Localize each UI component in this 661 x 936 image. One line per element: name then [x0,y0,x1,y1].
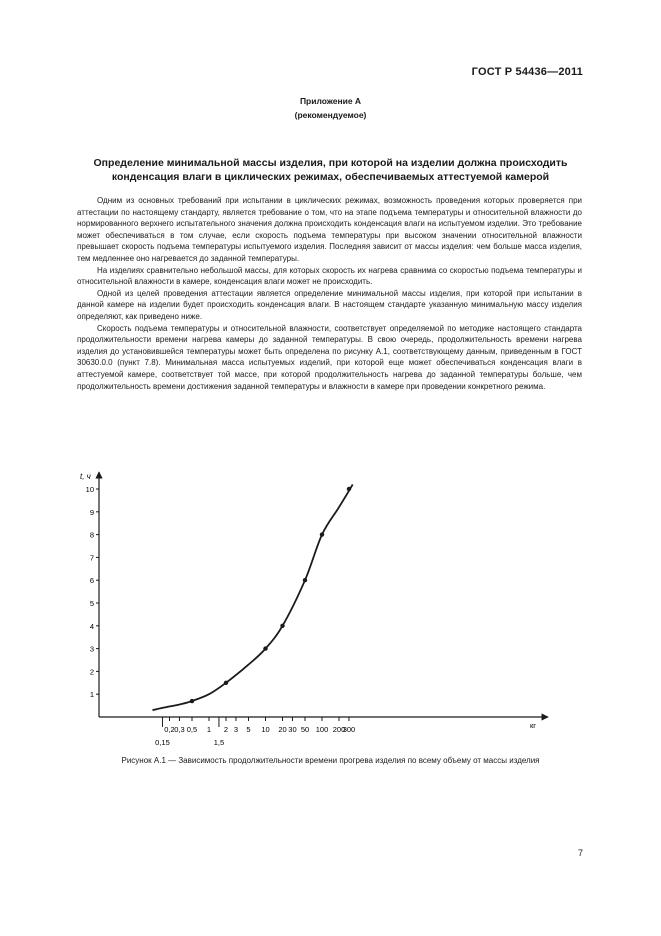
y-tick-label: 7 [89,553,94,563]
annex-label: Приложение А [299,96,362,106]
x-tick-label: 30 [288,725,297,734]
annex-status: (рекомендуемое) [294,110,367,120]
data-point [190,699,194,703]
body-text [77,195,582,392]
x-tick-label: 0,2 [164,725,175,734]
x-tick-label: 5 [246,725,251,734]
y-tick-label: 5 [89,599,94,608]
paragraph: Скорость подъема температуры и относительной влажности, соответствует определяемой по методике настоящего стандарта продолжительности времени нагрева камеры до заданной температуры. В свою очередь, продолжительность времени нагрева изделия до установившейся температуры может быть определена по рисунку А.1, соответствующему данным, приведенным в ГОСТ 30630.0.0 (пункт 7.8). Минимальная масса испытуемых изделий, при которой еще может обеспечиваться конденсация влаги в аттестуемой камере, соответствует той массе, при которой продолжительность нагрева до заданной температуры больше, чем продолжительность времени достижения заданной температуры и влажности в камере при проведении конкретного режима. [77,323,582,391]
y-tick-label: 8 [89,530,94,540]
series-line [153,484,353,710]
x-tick-label: 3 [233,725,239,734]
x-axis-label: кг [530,721,537,730]
x-tick-label: 0,3 [174,725,185,734]
paragraph: На изделиях сравнительно небольшой массы, для которых скорость их нагрева сравнима со скоростью подъема температуры и относительной влажности в камере, конденсация влаги может не происходить. [77,265,582,287]
heating-time-chart [0,430,661,755]
y-tick-label: 6 [89,576,94,586]
title-line-1: Определение минимальной массы изделия, при которой на изделии должна происходить [93,157,568,169]
x-tick-label: 50 [300,725,310,734]
y-tick-label: 1 [89,690,94,700]
y-axis-label: t, ч [80,472,91,481]
annex-title [40,156,621,184]
data-point [303,578,307,582]
x-tick-label: 300 [342,725,356,734]
x-tick-label: 1,5 [213,738,225,747]
standard-designation: ГОСТ Р 54436—2011 [471,66,583,78]
data-point [224,681,228,685]
y-tick-label: 2 [89,667,94,677]
y-tick-label: 10 [85,485,94,494]
page-number: 7 [577,848,583,858]
figure-caption: Рисунок А.1 — Зависимость продолжительности времени прогрева изделия по всему объему от массы изделия [121,756,540,765]
x-tick-label: 200 [332,725,346,734]
x-tick-label: 2 [223,725,229,734]
paragraph: Одним из основных требований при испытании в циклических режимах, возможность проведения которых проверяется при аттестации по настоящему стандарту, является требование о том, что на этапе подъема температуры и относительной влажности до нормированного верхнего испытательного значения должна происходить конденсация влаги на испытуемом изделии. Это требование может обеспечиваться в том случае, если скорость подъема температуры при высоком значении относительной влажности превышает скорость подъема температуры испытуемого изделия. Последняя зависит от массы изделия: чем больше масса изделия, тем медленнее оно нагревается до заданной температуры. [77,196,582,263]
annex-heading [0,94,661,122]
x-tick-label: 0,15 [155,738,170,747]
x-tick-label: 1 [206,725,212,734]
x-tick-label: 20 [278,725,287,734]
y-tick-label: 9 [89,507,94,517]
data-point [347,487,351,491]
y-tick-label: 4 [89,621,94,631]
data-point [280,624,284,628]
x-tick-label: 100 [315,725,329,734]
data-point [320,532,324,536]
y-tick-label: 3 [89,644,94,654]
title-line-2: конденсация влаги в циклических режимах, обеспечиваемых аттестуемой камерой [111,171,550,183]
x-tick-label: 0,5 [186,725,198,734]
paragraph: Одной из целей проведения аттестации является определение минимальной массы изделия, при которой при испытании в данной камере на изделии будет происходить конденсация влаги. В настоящем стандарте указанную минимальную массу изделия определяют, как приведено ниже. [77,288,582,321]
data-point [263,646,267,650]
x-tick-label: 10 [261,725,270,734]
